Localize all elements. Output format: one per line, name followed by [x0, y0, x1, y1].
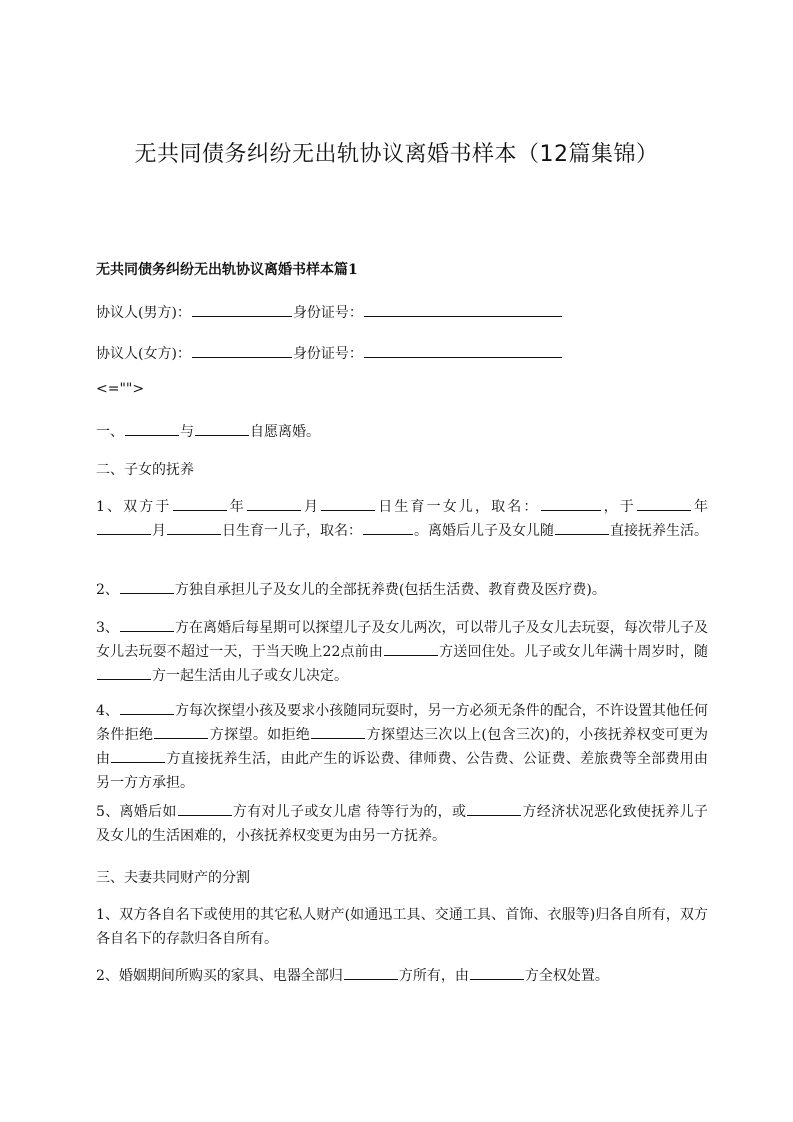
- para-text: 方独自承担儿子及女儿的全部抚养费(包括生活费、教育费及医疗费)。: [174, 582, 606, 598]
- blank-field: [541, 496, 601, 511]
- para-text: ，于: [601, 499, 636, 515]
- blank-field: [167, 520, 221, 535]
- section-heading: 无共同债务纠纷无出轨协议离婚书样本篇1: [96, 262, 358, 278]
- blank-field: [344, 965, 398, 980]
- para-text: 。离婚后儿子及女儿随: [414, 523, 554, 539]
- para-text: 2、婚姻期间所购买的家具、电器全部归: [96, 968, 343, 984]
- heading-child-custody: 二、子女的抚养: [96, 462, 194, 478]
- paragraph-4: [96, 699, 708, 795]
- paragraph-5: [96, 800, 708, 848]
- blank-field: [192, 343, 292, 358]
- blank-field: [470, 965, 524, 980]
- blank-field: [97, 665, 151, 680]
- para-text: 5、离婚后如: [96, 804, 177, 820]
- para-text: 方每次探望小孩及要求小孩随同玩耍时，另一方必须无条件的配合，不许设置其他任何条件拒绝: [96, 703, 708, 743]
- document-title: 无共同债务纠纷无出轨协议离婚书样本（12篇集锦）: [134, 142, 659, 167]
- party-male-line: [96, 302, 706, 324]
- para-text: 月: [301, 499, 321, 515]
- blank-field: [311, 724, 365, 739]
- blank-field: [154, 724, 208, 739]
- blank-field: [321, 496, 375, 511]
- para-text: 方有对儿子或女儿虐 待等行为的，或: [232, 804, 467, 820]
- blank-field: [555, 520, 609, 535]
- blank-field: [364, 302, 562, 317]
- heading-property-division: 三、夫妻共同财产的分割: [96, 870, 250, 886]
- para-text: 3、: [96, 620, 119, 636]
- blank-field: [384, 641, 438, 656]
- blank-field: [125, 421, 179, 436]
- clause-text: 与: [180, 424, 194, 440]
- blank-field: [195, 421, 249, 436]
- blank-field: [120, 700, 174, 715]
- para-text: 日生育一儿子，取名：: [222, 523, 362, 539]
- blank-field: [247, 496, 301, 511]
- blank-field: [363, 520, 413, 535]
- blank-field: [120, 579, 174, 594]
- para-text: 方送回住处。儿子或女儿年满十周岁时，随: [438, 644, 708, 660]
- id-label: 身份证号：: [292, 346, 363, 362]
- para-text: 方直接抚养生活，由此产生的诉讼费、律师费、公告费、公证费、差旅费等全部费用由另一方方承担。: [96, 751, 709, 791]
- paragraph-3: [96, 616, 708, 688]
- para-text: 直接抚养生活。: [610, 523, 708, 539]
- para-text: 年: [227, 499, 246, 515]
- clause-text: 自愿离婚。: [250, 424, 320, 440]
- para-text: 方在离婚后每星期可以探望儿子及女儿两次，可以带儿子及女儿去玩耍，每次带儿子及女儿去玩耍不超过一天，于当天晚上22点前由: [96, 620, 708, 660]
- para-text: 月: [152, 523, 166, 539]
- blank-field: [111, 748, 165, 763]
- paragraph-6: 1、双方各自名下或使用的其它私人财产(如通迅工具、交通工具、首饰、衣服等)归各自所有，双方各自名下的存款归各自所有。: [96, 907, 708, 947]
- para-text: 方全权处置。: [524, 968, 609, 984]
- para-text: 4、: [96, 703, 119, 719]
- party-male-label: 协议人(男方)：: [96, 305, 191, 321]
- para-text: 方探望。如拒绝: [209, 727, 311, 743]
- paragraph-7: [96, 964, 708, 988]
- para-text: 年: [691, 499, 709, 515]
- para-text: 方一起生活由儿子或女儿决定。: [152, 668, 348, 684]
- para-text: 1、双方于: [96, 499, 172, 515]
- blank-field: [120, 617, 174, 632]
- blank-field: [173, 496, 227, 511]
- artifact-text: <="">: [96, 381, 145, 397]
- id-label: 身份证号：: [292, 305, 363, 321]
- clause-one: [96, 421, 706, 443]
- para-text: 日生育一女儿，取名：: [376, 499, 540, 515]
- blank-field: [637, 496, 691, 511]
- blank-field: [467, 801, 521, 816]
- clause-text: 一、: [96, 424, 124, 440]
- blank-field: [192, 302, 292, 317]
- para-text: 方探望达三次以上(包含三次)的，小孩抚养权变可更为由: [96, 727, 708, 767]
- blank-field: [97, 520, 151, 535]
- para-text: 方所有，由: [398, 968, 469, 984]
- party-female-label: 协议人(女方)：: [96, 346, 191, 362]
- blank-field: [178, 801, 232, 816]
- para-text: 方经济状况恶化致使抚养儿子及女儿的生活困难的，小孩抚养权变更为由另一方抚养。: [96, 804, 708, 844]
- paragraph-1: [96, 495, 708, 543]
- blank-field: [364, 343, 562, 358]
- paragraph-2: [96, 578, 708, 602]
- para-text: 2、: [96, 582, 119, 598]
- party-female-line: [96, 343, 706, 365]
